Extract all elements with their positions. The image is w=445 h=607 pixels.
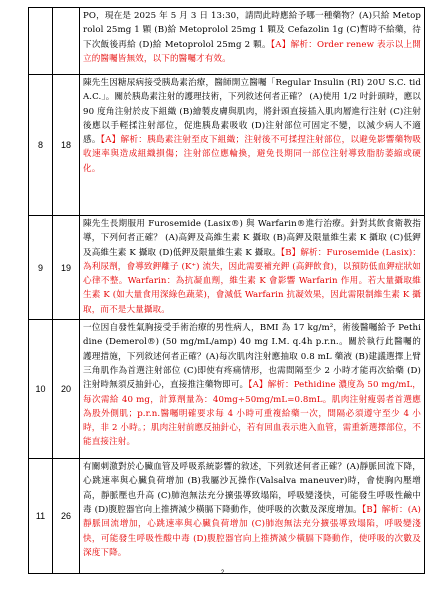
explanation-text: Furosemide (Lasix)：為利尿劑，會導致鉀離子 (K⁺) 流失，因此需要補充鉀 (高鉀飲食)，以預防低血鉀症狀如心律不整。Warfarin：為抗凝血劑，維生素 K 會影響 Warfarin 作用。若大量攝取維生素 K (如大量食用深綠色蔬菜)，會減低 Warfarin 抗凝效果，因此需限制維生素 K 攝取，而不是大量攝取。 xyxy=(83,247,421,315)
question-text: 一位因自發性氣胸接受手術治療的男性病人，BMI 為 17 kg/m²，術後醫囑給予 Pethidine (Demerol®) (50 mg/mL/amp) 40 mg I.M. q.4h p.r.n.。關於執行此醫囑的護理措施，下列敘述何者正確？(A)每次肌肉注射應抽取 0.8 mL 藥液 (B)建議選擇上臂三角肌作為首選注射部位 (C)即使有疼痛情形，也需間隔至少 2 小時才能再次給藥 (D)注射時無須反抽針心，直接推注藥物即可。 xyxy=(83,323,421,391)
explanation-text: 胰島素注射至皮下組織；注射後不可揉捏注射部位，以避免影響藥物吸收速率與造成組織損傷；注射部位應輪換，避免長期同一部位注射導致脂肪萎縮或硬化。 xyxy=(83,135,421,174)
question-number: 8 xyxy=(29,75,53,216)
answer-label: 【B】解析： xyxy=(280,247,327,258)
question-text: 有關刺激對於心臟血管及呼吸系統影響的敘述，下列敘述何者正確？(A)靜脈回流下降，心跳速率與心臟負荷增加 (B)我屬沙瓦操作(Valsalva maneuver)時，會使胸內壓增高，靜脈壓也升高 (C)肺泡無法充分擴張導致塌陷，呼吸變淺快，可能發生呼吸性鹼中毒 (D)腹腔器官向上推擠減少橫膈下降動作，使呼吸的次數及深度增加。 xyxy=(83,462,421,515)
question-cell xyxy=(80,75,425,216)
answer-label: 【B】解析： xyxy=(361,504,408,515)
answer-label: 【A】解析： xyxy=(100,135,148,146)
question-text: 陳先生因糖尿病接受胰島素治療，醫師開立醫囑「Regular Insulin (RI) 20U S.C. tid A.C.」。關於胰島素注射的護理技術，下列敘述何者正確？ (A)使用 1/2 吋針頭時，應以 90 度角注射於皮下組織 (B)繪製皮膚與肌肉，將針頭直接插入肌肉層進行注射 (C)注射後應以手輕揉注射部位，促進胰島素吸收 (D)注射部位可固定不變，以減少病人不適感。 xyxy=(83,78,421,146)
question-number: 9 xyxy=(29,216,53,320)
explanation-text: Order renew 表示以上開立的醫囑皆無效，以下的醫囑才有效。 xyxy=(83,39,421,64)
question-number: 10 xyxy=(29,320,53,459)
page-number: 2 xyxy=(220,570,225,576)
source-number: 19 xyxy=(53,216,80,320)
answer-label: 【A】解析： xyxy=(248,380,294,391)
table-row xyxy=(29,459,425,574)
explanation-text: Pethidine 濃度為 50 mg/mL，每次需給 40 mg，計算劑量為：40mg÷50mg/mL=0.8mL。肌肉注射瘦弱者首選應為股外側肌；p.r.n.醫囑明確要求每 4 小時可重複給藥一次，間隔必須遵守至少 4 小時，非 2 小時。；肌肉注射前應反抽針心，若有回血表示進入血管，需重新選擇部位，不能直接注射。 xyxy=(83,380,421,448)
source-number: 26 xyxy=(53,459,80,574)
question-table xyxy=(28,7,425,574)
question-cell xyxy=(80,216,425,320)
source-number: 18 xyxy=(53,75,80,216)
source-number xyxy=(53,8,80,75)
question-text: 陳先生長期服用 Furosemide (Lasix®) 與 Warfarin®進行治療。針對其飲食衛教指導，下列何者正確？ (A)高鉀及高維生素 K 攝取 (B)高鉀及限量維生素 K 攝取 (C)低鉀及高維生素 K 攝取 (D)低鉀及限量維生素 K 攝取。 xyxy=(83,219,421,258)
answer-label: 【A】解析： xyxy=(270,39,318,50)
question-cell xyxy=(80,320,425,459)
table-row xyxy=(29,320,425,459)
question-text: PO，現在是 2025 年 5 月 3 日 13:30，請問此時應給予哪一種藥物？(A)只給 Metoprolol 25mg 1 顆 (B)給 Metoprolol 25mg 1 顆及 Cefazolin 1g (C)暫時不給藥，待下次飯後再給 (D)給 Metoprolol 25mg 2 顆。 xyxy=(83,11,421,50)
question-number: 11 xyxy=(29,459,53,574)
table-row xyxy=(29,8,425,75)
source-number: 20 xyxy=(53,320,80,459)
explanation-text: (A)靜脈回流增加，心跳速率與心臟負荷增加 (C)肺泡無法充分擴張導致塌陷，呼吸變淺快，可能發生呼吸性酸中毒 (D)腹腔器官向上推擠減少橫膈下降動作，使呼吸的次數及深度下降。 xyxy=(83,504,421,558)
table-row xyxy=(29,75,425,216)
question-cell xyxy=(80,8,425,75)
question-cell xyxy=(80,459,425,574)
table-row xyxy=(29,216,425,320)
question-number xyxy=(29,8,53,75)
